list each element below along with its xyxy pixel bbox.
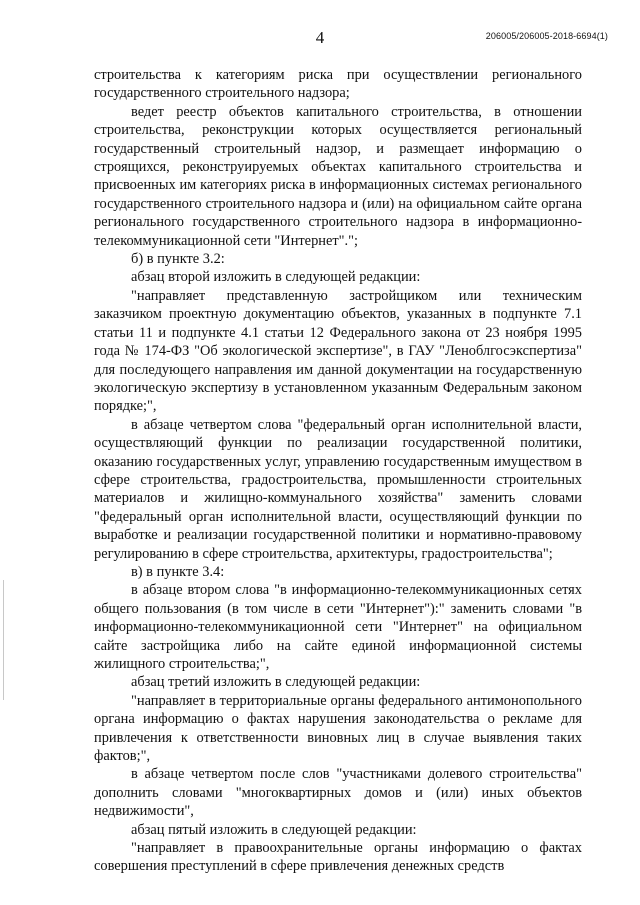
- paragraph-5: "направляет представленную застройщиком или техническим заказчиком проектную документацию объектов, указанных в подпункте 7.1 статьи 11 и подпункте 4.1 статьи 12 Федерального закона от 23 ноября 1995 года № 174-ФЗ "Об экологической экспертизе", в ГАУ "Леноблгосэкспертиза" для последующего направления им данной документации на государственную экологическую экспертизу в установленном указанным Федеральным законом порядке;",: [94, 287, 582, 415]
- paragraph-1: строительства к категориям риска при осуществлении регионального государственного строительного надзора;: [94, 67, 582, 102]
- paragraph-12: абзац пятый изложить в следующей редакции:: [131, 821, 417, 838]
- paragraph-6: в абзаце четвертом слова "федеральный орган исполнительной власти, осуществляющий функции по реализации государственной политики, оказанию государственных услуг, управлению государственным имуществом в сфере строительства, градостроительства, промышленности строительных материалов и жилищно-коммунального хозяйства" заменить словами "федеральный орган исполнительной власти, осуществляющий функции по выработке и реализации государственной политики и нормативно-правовому регулированию в сфере строительства, архитектуры, градостроительства";: [94, 416, 582, 562]
- document-code: 206005/206005-2018-6694(1): [485, 31, 608, 41]
- document-body: [94, 66, 582, 876]
- paragraph-11: в абзаце четвертом после слов "участниками долевого строительства" дополнить словами "многоквартирных домов и (или) иных объектов недвижимости",: [94, 766, 582, 820]
- page-number: 4: [315, 28, 325, 47]
- scan-edge-mark: [3, 580, 4, 700]
- paragraph-2: ведет реестр объектов капитального строительства, в отношении строительства, реконструкции которых осуществляется региональный государственный строительный надзор, и размещает информацию о строящихся, реконструируемых объектах капитального строительства и присвоенных им категориях риска в информационных системах регионального государственного строительного надзора и (или) на официальном сайте органа регионального государственного строительного надзора в информационно-телекоммуникационной сети "Интернет".";: [94, 103, 582, 249]
- paragraph-8: в абзаце втором слова "в информационно-телекоммуникационных сетях общего пользования (в том числе в сети "Интернет"):" заменить словами "в информационно-телекоммуникационной сети "Интернет" на официальном сайте застройщика либо на сайте единой информационной системы жилищного строительства;",: [94, 582, 582, 672]
- paragraph-13: "направляет в правоохранительные органы информацию о фактах совершения преступлений в сфере привлечения денежных средств: [94, 840, 582, 875]
- paragraph-9: абзац третий изложить в следующей редакции:: [131, 674, 421, 691]
- paragraph-4: абзац второй изложить в следующей редакции:: [131, 269, 421, 286]
- paragraph-10: "направляет в территориальные органы федерального антимонопольного органа информацию о фактах нарушения законодательства о рекламе для привлечения к ответственности виновных лиц в случае выявления таких фактов;",: [94, 692, 582, 765]
- paragraph-3: б) в пункте 3.2:: [131, 251, 225, 268]
- paragraph-7: в) в пункте 3.4:: [131, 563, 225, 580]
